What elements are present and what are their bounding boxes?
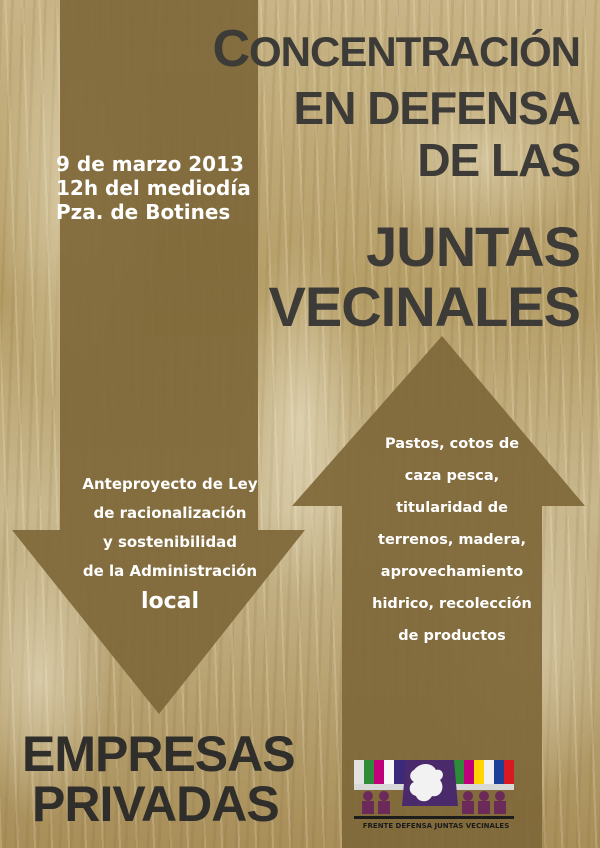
down-arrow-text <box>60 470 280 618</box>
up-arrow-line-1: Pastos, cotos de <box>384 436 520 452</box>
up-arrow-line-4: terrenos, madera, <box>378 532 526 548</box>
event-date: 9 de marzo 2013 <box>56 152 244 176</box>
up-arrow-line-3: titularidad de <box>396 500 508 516</box>
up-arrow-line-7: de productos <box>398 628 506 644</box>
title-line-5: VECINALES <box>268 275 580 338</box>
title-line-3: DE LAS <box>417 134 580 186</box>
logo-caption: FRENTE DEFENSA JUNTAS VECINALES <box>362 822 510 830</box>
up-arrow-line-5: aprovechamiento <box>380 564 524 580</box>
title-line-1: CONCENTRACIÓN <box>212 20 580 78</box>
down-arrow-line-1: Anteproyecto de Ley <box>82 475 258 493</box>
event-place: Pza. de Botines <box>56 200 231 224</box>
title-line-4: JUNTAS <box>366 215 580 278</box>
up-arrow-line-2: caza pesca, <box>404 468 500 484</box>
up-arrow-line-6: hidrico, recolección <box>372 596 532 612</box>
event-details <box>56 152 256 224</box>
title-line-2: EN DEFENSA <box>293 82 580 134</box>
down-arrow-line-3: y sostenibilidad <box>102 533 238 551</box>
down-arrow-line-2: de racionalización <box>93 504 247 522</box>
bottom-line-1: EMPRESAS <box>22 726 295 782</box>
down-arrow-line-4: de la Administración <box>82 562 258 580</box>
bottom-line-2: PRIVADAS <box>32 776 279 832</box>
event-time: 12h del mediodía <box>56 176 251 200</box>
down-arrow-line-5: local <box>140 589 200 614</box>
up-arrow-text <box>352 428 552 652</box>
